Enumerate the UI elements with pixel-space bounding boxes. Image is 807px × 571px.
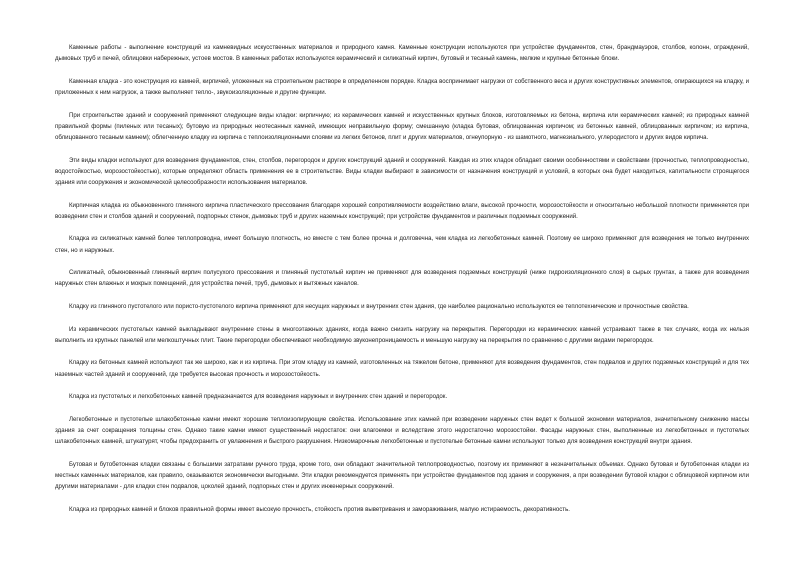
paragraph-13: Бутовая и бутобетонная кладки связаны с большими затратами ручного труда, кроме того, они обладают значительной теплопроводностью, поэтому их применяют в незначительных объемах. Однако бутовая и бутобетонная кладки из местных каменных материалов, как правило, оказываются экономически выгодными. Эти кладки рекомендуется применять при устройстве фундаментов под здания и сооружения, а при возведении бутовой кладки с облицовкой кирпичом или другими материалами - для кладки стен подвалов, цоколей зданий, подпорных стен и других инженерных сооружений. (55, 460, 749, 491)
paragraph-2: Каменная кладка - это конструкция из камней, кирпичей, уложенных на строительном растворе в определенном порядке. Кладка воспринимает нагрузки от собственного веса и других конструктивных элементов, опирающихся на кладку, и приложенных к ним нагрузок, а также выполняет тепло-, звукоизоляционные и другие функции. (55, 77, 749, 96)
paragraph-8: Кладку из глиняного пустотелого или пористо-пустотелого кирпича применяют для несущих наружных и внутренних стен здания, где наиболее рационально используются ее теплотехнические и прочностные свойства. (69, 302, 689, 310)
paragraph-7: Силикатный, обыкновенный глиняный кирпич полусухого прессования и глиняный пустотелый кирпич не применяют для возведения подземных конструкций (ниже гидроизоляционного слоя) в сырых грунтах, а также для возведения наружных стен влажных и мокрых помещений, для устройства печей, труб, дымовых и вытяжных каналов. (55, 269, 749, 288)
paragraph-12: Легкобетонные и пустотелые шлакобетонные камни имеют хорошие теплоизолирующие свойства. Использование этих камней при возведении наружных стен ведет к большой экономии материалов, значительному снижению массы здания за счет сокращения толщины стен. Однако такие камни имеют существенный недостаток: они влагоемки и вследствие этого недостаточно морозостойки. Фасады наружных стен, выполненные из легкобетонных и пустотелых шлакобетонных камней, штукатурят, чтобы предохранить от увлажнения и быстрого разрушения. Низкомарочные легкобетонные и пустотелые бетонные камни используют только для возведения конструкций внутри здания. (55, 415, 749, 446)
paragraph-14: Кладка из природных камней и блоков правильной формы имеет высокую прочность, стойкость против выветривания и замораживания, малую истираемость, декоративность. (69, 505, 570, 513)
paragraph-11: Кладка из пустотелых и легкобетонных камней предназначается для возведения наружных и внутренних стен зданий и перегородок. (69, 393, 448, 401)
paragraph-4: Эти виды кладки используют для возведения фундаментов, стен, столбов, перегородок и других конструкций зданий и сооружений. Каждая из этих кладок обладает своими особенностями и свойствами (прочностью, теплопроводностью, водостойкостью, морозостойкостью), которые определяют область применения ее в строительстве. Виды кладки выбирают в зависимости от назначения конструкций и условий, в которых она будет находиться, капитальности строящегося здания или сооружения и экономической целесообразности использования материалов. (55, 156, 749, 186)
paragraph-5: Кирпичная кладка из обыкновенного глиняного кирпича пластического прессования благодаря хорошей сопротивляемости воздействию влаги, высокой прочности, морозостойкости и относительно небольшой плотности применяется при возведении стен и столбов зданий и сооружений, подпорных стенок, дымовых труб и других наземных конструкций; при устройстве фундаментов и различных подземных сооружений. (55, 201, 749, 220)
paragraph-9: Из керамических пустотелых камней выкладывают внутренние стены в многоэтажных зданиях, когда важно снизить нагрузку на перекрытия. Перегородки из керамических камней устраивают также в тех случаях, когда их нельзя выполнить из крупных панелей или мелкоштучных плит. Такие перегородки обеспечивают необходимую звуконепроницаемость и меньшую нагрузку на перекрытия по сравнению с другими видами перегородок. (55, 325, 749, 344)
paragraph-3: При строительстве зданий и сооружений применяют следующие виды кладки: кирпичную; из керамических камней и искусственных крупных блоков, изготовляемых из бетона, кирпича или керамических камней; из природных камней правильной формы (пиленых или тесаных); бутовую из природных неотесанных камней, имеющих неправильную форму; смешанную (кладка бутовая, облицованная кирпичом; из бетонных камней, облицованных кирпичом; из кирпича, облицованного тесаным камнем); облегченную кладку из кирпича с теплоизоляционными слоями из легких бетонов, плит и других материалов, огнеупорную - из шамотного, магнезиального, углеродистого и других видов кирпича. (55, 111, 749, 141)
paragraph-1: Каменные работы - выполнение конструкций из камневидных искусственных материалов и природного камня. Каменные конструкции используются при устройстве фундаментов, стен, брандмауэров, столбов, колонн, ограждений, дымовых труб и печей, облицовки набережных, устоев мостов. В каменных работах используются керамический и силикатный кирпич, бутовый и тесаный камень, мелкие и крупные бетонные блоки. (55, 44, 749, 63)
paragraph-6: Кладка из силикатных камней более теплопроводна, имеет большую плотность, но вместе с тем более прочна и долговечна, чем кладка из легкобетонных камней. Поэтому ее широко применяют для возведения не только внутренних стен, но и наружных. (55, 235, 749, 254)
paragraph-10: Кладку из бетонных камней используют так же широко, как и из кирпича. При этом кладку из камней, изготовленных на тяжелом бетоне, применяют для возведения фундаментов, стен подвалов и других подземных конструкций и для тех наземных частей зданий и сооружений, где требуется высокая прочность и морозостойкость. (55, 359, 749, 378)
